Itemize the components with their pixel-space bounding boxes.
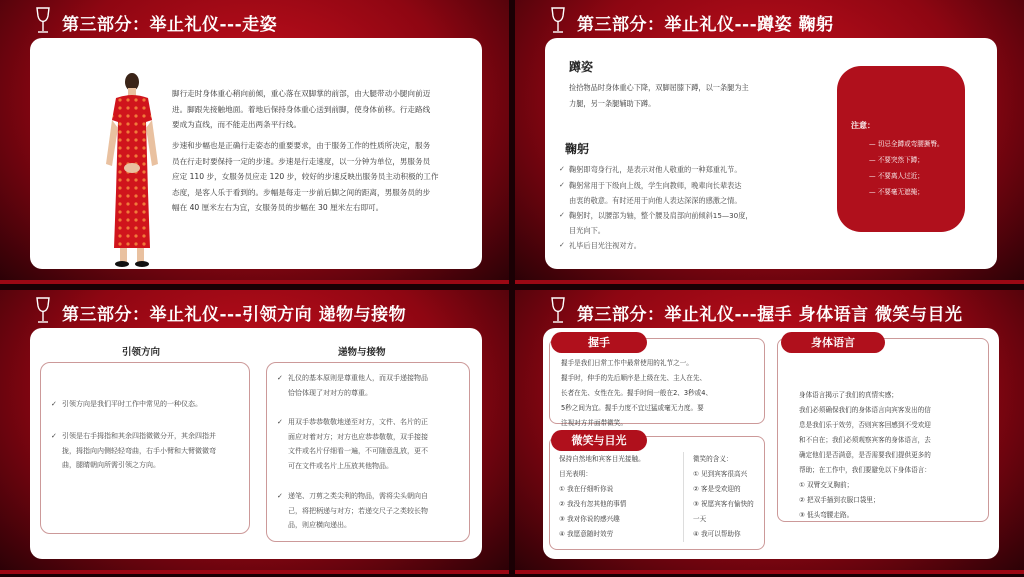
wine-glass-icon — [549, 297, 567, 325]
list-item: ① 见到宾客很高兴 — [693, 470, 748, 478]
text-line: 我们必须确保我们的身体语言向宾客发出的信 — [799, 406, 931, 414]
text-line: 礼毕后目光注视对方。 — [569, 241, 641, 250]
check-icon: ✓ — [277, 418, 283, 426]
slide-walking-posture[interactable] — [0, 0, 509, 284]
text-line: 引领方向是我们平时工作中常见的一种仪态。 — [62, 400, 202, 408]
slide-title: 第三部分：举止礼仪---蹲姿 鞠躬 — [577, 15, 834, 35]
walking-paragraph-2 — [172, 138, 472, 216]
squat-heading: 蹲姿 — [569, 60, 594, 74]
text-line: 注视对方并面带微笑。 — [561, 419, 627, 427]
note-item: — 不要突然下蹲； — [869, 156, 924, 164]
bottom-strip — [515, 570, 1024, 574]
handshake-label: 握手 — [551, 332, 647, 353]
text-line: 鞠躬即弯身行礼，是表示对他人敬重的一种郑重礼节。 — [569, 165, 742, 174]
walking-paragraph-1 — [172, 86, 472, 133]
body-language-text — [799, 388, 931, 523]
list-item — [559, 208, 779, 238]
text-line: 5秒之间为宜。握手力度不宜过猛或毫无力度。要 — [561, 404, 704, 412]
text-line: 幅在 40 厘米左右为宜，女服务员的步幅在 30 厘米左右即可。 — [172, 203, 384, 212]
text-line: 鞠躬时，以腰部为轴，整个腰及肩部向前倾斜15—30度， — [569, 211, 753, 220]
text-line: 进。脚跟先接触地面。着地后保持身体重心送到前脚，使身体前移。行走路线 — [172, 104, 431, 114]
list-item — [277, 371, 467, 400]
text-line: 引领是右手拇指和其余四指微微分开，其余四指并 — [62, 432, 216, 440]
smile-meaning-text — [693, 452, 754, 542]
wine-glass-icon — [549, 7, 567, 35]
check-icon: ✓ — [559, 181, 565, 189]
smile-gaze-label: 微笑与目光 — [551, 430, 647, 451]
text-line: 品，则应横向递出。 — [288, 521, 351, 529]
slide-title: 第三部分：举止礼仪---走姿 — [62, 15, 278, 35]
text-line: 帮助；在工作中，我们要避免以下身体语言： — [799, 466, 931, 474]
text-line: 保持自然地和宾客目光接触。 — [559, 455, 645, 463]
text-line: 面应对着对方；对方也应恭恭敬敬，双手接接 — [288, 432, 428, 441]
qipao-model-image — [92, 72, 172, 268]
text-line: 目光向下。 — [569, 226, 605, 235]
text-line: 拢，拇指向内侧轻轻弯曲，右手小臂和大臂微微弯 — [62, 446, 216, 455]
text-line: 态度，是客人乐于看到的。步幅是每走一步前后脚之间的距离，男服务员的步 — [172, 187, 431, 197]
list-item: ④ 我愿意随时效劳 — [559, 530, 614, 538]
text-line: 和不自在；我们必须观察宾客的身体语言，去 — [799, 436, 931, 444]
list-item — [559, 178, 779, 208]
text-line: 可在文件或名片上压放其他物品。 — [288, 461, 393, 470]
bottom-strip — [0, 570, 509, 574]
guiding-card — [40, 362, 250, 534]
divider — [683, 452, 684, 542]
note-item: — 不要毫无遮掩； — [869, 188, 924, 196]
text-line: 握手时，伸手的先后顺序是上级在先、主人在先、 — [561, 374, 707, 382]
note-item: — 切忌全蹲或弯腰撅臀。 — [869, 140, 944, 148]
bottom-strip — [0, 280, 509, 284]
text-line: 捡拾物品时身体重心下降，双脚屈膝下蹲，以一条腿为主 — [569, 83, 749, 92]
eye-contact-text — [559, 452, 645, 542]
text-line: 息是我们乐于效劳，否则宾客回感到不受欢迎 — [799, 421, 931, 429]
check-icon: ✓ — [559, 211, 565, 219]
text-line: 曲，腿睛朝向所需引领之方向。 — [62, 461, 160, 469]
text-line: 递笔、刀剪之类尖利的物品，需将尖头朝向自 — [288, 492, 428, 500]
text-line: 恰恰体现了对对方的尊重。 — [288, 388, 372, 397]
check-icon: ✓ — [277, 374, 283, 382]
note-item: — 不要离人过近； — [869, 172, 924, 180]
list-item: ③ 祝愿宾客有愉快的 — [693, 500, 754, 508]
check-icon: ✓ — [559, 165, 565, 173]
guiding-heading: 引领方向 — [122, 347, 161, 358]
list-item — [559, 238, 779, 253]
slide-title: 第三部分：举止礼仪---引领方向 递物与接物 — [62, 305, 407, 325]
slide-title: 第三部分：举止礼仪---握手 身体语言 微笑与目光 — [577, 305, 963, 325]
wine-glass-icon — [34, 7, 52, 35]
text-line: 握手是我们日常工作中最常使用的礼节之一。 — [561, 359, 693, 367]
content-panel — [543, 328, 999, 559]
text-line: 应定 110 步，女服务员应走 120 步，较好的步速反映出服务员主动积极的工作 — [172, 172, 439, 181]
list-item: ④ 我可以帮助你 — [693, 530, 741, 538]
passing-heading: 递物与接物 — [338, 347, 386, 358]
text-line: 己，将把柄递与对方；若递交尺子之类较长物 — [288, 506, 428, 515]
list-item — [559, 162, 779, 177]
bottom-strip — [515, 280, 1024, 284]
text-line: 确定他们是否满意，是否需要我们提供更多的 — [799, 451, 931, 459]
check-icon: ✓ — [51, 432, 57, 440]
check-icon: ✓ — [51, 400, 57, 408]
text-line: 要成为直线，而不能走出两条平行线。 — [172, 120, 302, 129]
text-line: 一天 — [693, 515, 707, 523]
check-icon: ✓ — [277, 492, 283, 500]
text-line: 微笑的含义： — [693, 455, 733, 463]
list-item: ① 双臂交叉胸前； — [799, 481, 854, 489]
text-line: 步速和步幅也是正确行走姿态的重要要求，由于服务工作的性质所决定，服务 — [172, 141, 431, 150]
list-item: ② 把双手插到衣服口袋里； — [799, 496, 880, 504]
content-panel — [545, 38, 997, 269]
note-title: 注意： — [851, 121, 875, 130]
slide-squat-bow[interactable] — [515, 0, 1024, 284]
content-panel — [30, 328, 482, 559]
passing-card — [266, 362, 470, 542]
text-line: 用双手恭恭敬敬地递至对方，文件、名片的正 — [288, 418, 428, 426]
body-language-label: 身体语言 — [781, 332, 885, 353]
note-box — [837, 66, 965, 232]
text-line: 脚行走时身体重心稍向前倾，重心落在双脚掌的前部，由大腿带动小腿向前迈 — [172, 89, 431, 98]
slide-guiding-passing[interactable] — [0, 290, 509, 574]
text-line: 文件或名片仔细看一遍，不可随意乱放，更不 — [288, 447, 428, 455]
list-item: ③ 低头弯腰走路。 — [799, 511, 854, 519]
handshake-text — [561, 356, 712, 431]
slide-handshake-body-smile[interactable] — [515, 290, 1024, 574]
text-line: 员在行走时要保持一定的步速。步速是行走速度，以一分钟为单位，男服务员 — [172, 156, 431, 166]
text-line: 身体语言揭示了我们的真情实感； — [799, 391, 898, 399]
list-item — [277, 489, 467, 533]
list-item: ① 我在仔细听你说 — [559, 485, 614, 493]
list-item — [277, 415, 467, 473]
list-item — [51, 429, 247, 473]
text-line: 力腿，另一条腿辅助下蹲。 — [569, 98, 656, 108]
list-item: ② 我没有忽其他的事情 — [559, 500, 627, 508]
list-item: ③ 我对你说的感兴趣 — [559, 515, 620, 523]
list-item — [51, 397, 247, 412]
wine-glass-icon — [34, 297, 52, 325]
check-icon: ✓ — [559, 241, 565, 249]
list-item: ② 客是受欢迎的 — [693, 485, 741, 493]
squat-text — [569, 80, 749, 111]
content-panel — [30, 38, 482, 269]
text-line: 鞠躬常用于下级向上级，学生向教师，晚辈向长辈表达 — [569, 181, 742, 190]
text-line: 礼仪的基本原则是尊重他人，而双手递接物品 — [288, 374, 428, 382]
text-line: 长者在先、女性在先。握手时间一般在2、3秒或4、 — [561, 389, 713, 397]
text-line: 目光表明： — [559, 470, 592, 478]
bow-heading: 鞠躬 — [565, 142, 590, 156]
text-line: 由衷的敬意。有时还用于向他人表达深深的感激之情。 — [569, 196, 742, 205]
